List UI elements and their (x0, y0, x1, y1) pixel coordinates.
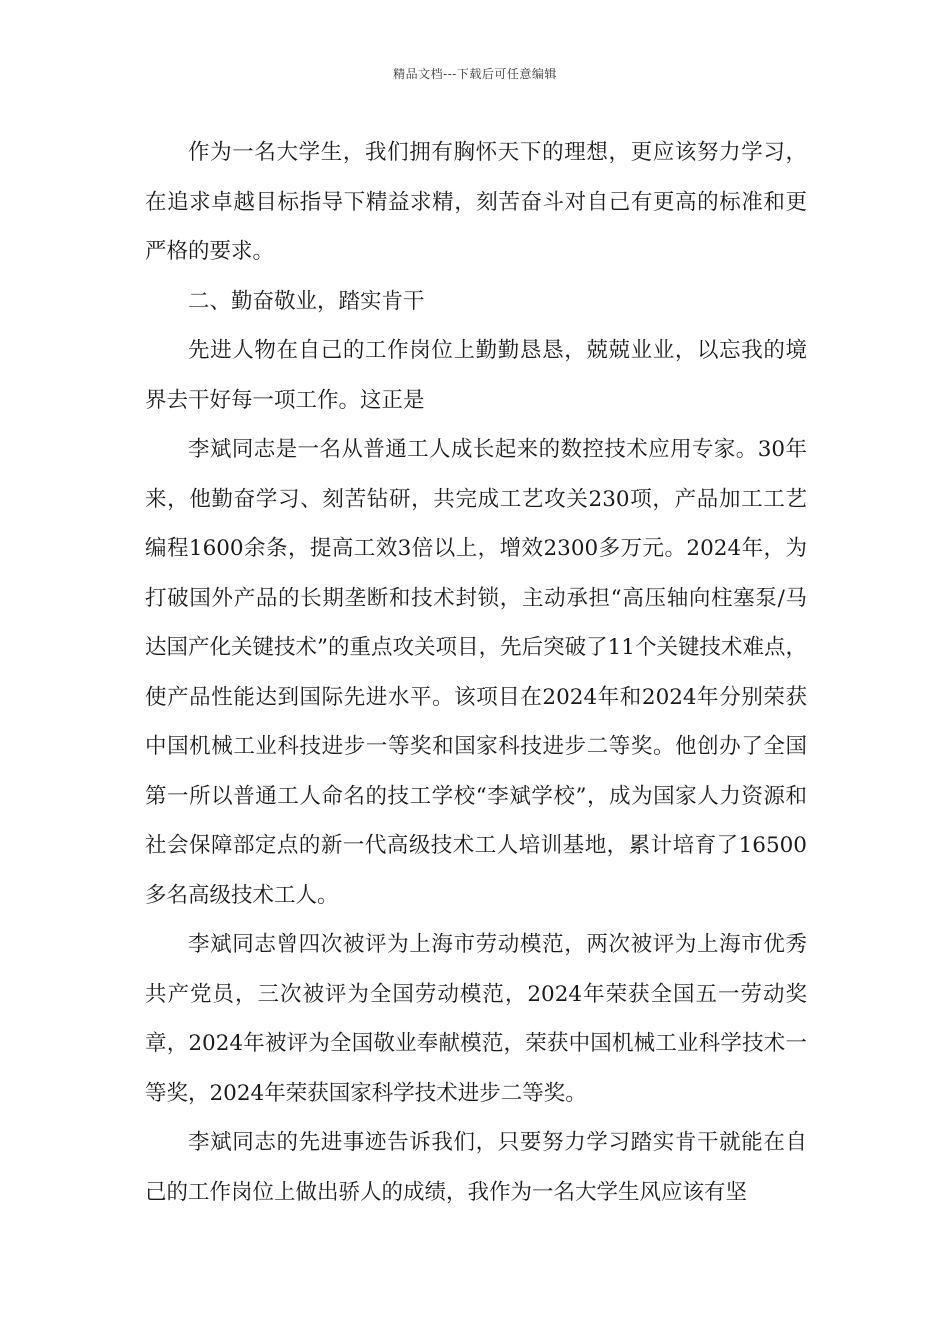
paragraph-intro: 作为一名大学生，我们拥有胸怀天下的理想，更应该努力学习，在追求卓越目标指导下精益求精，刻苦奋斗对自己有更高的标准和更严格的要求。 (145, 140, 807, 264)
paragraph-diligence: 先进人物在自己的工作岗位上勤勤恳恳，兢兢业业，以忘我的境界去干好每一项工作。这正是 (145, 338, 807, 413)
paragraph-conclusion: 李斌同志的先进事迹告诉我们，只要努力学习踏实肯干就能在自己的工作岗位上做出骄人的成绩，我作为一名大学生风应该有坚 (145, 1130, 807, 1205)
paragraph-libin-achievements: 李斌同志是一名从普通工人成长起来的数控技术应用专家。30年来，他勤奋学习、刻苦钻研，共完成工艺攻关230项，产品加工工艺编程1600余条，提高工效3倍以上，增效2300多万元。2024年，为打破国外产品的长期垄断和技术封锁，主动承担“高压轴向柱塞泵/马达国产化关键技术”的重点攻关项目，先后突破了11个关键技术难点，使产品性能达到国际先进水平。该项目在2024年和2024年分别荣获中国机械工业科技进步一等奖和国家科技进步二等奖。他创办了全国第一所以普通工人命名的技工学校“李斌学校”，成为国家人力资源和社会保障部定点的新一代高级技术工人培训基地，累计培育了16500多名高级技术工人。 (145, 437, 807, 908)
paragraph-libin-honors: 李斌同志曾四次被评为上海市劳动模范，两次被评为上海市优秀共产党员，三次被评为全国劳动模范，2024年荣获全国五一劳动奖章，2024年被评为全国敬业奉献模范，荣获中国机械工业科学技术一等奖，2024年荣获国家科学技术进步二等奖。 (145, 932, 807, 1106)
section-heading: 二、勤奋敬业，踏实肯干 (188, 288, 425, 314)
page-header: 精品文档---下载后可任意编辑 (393, 67, 557, 81)
document-body (145, 128, 807, 1217)
